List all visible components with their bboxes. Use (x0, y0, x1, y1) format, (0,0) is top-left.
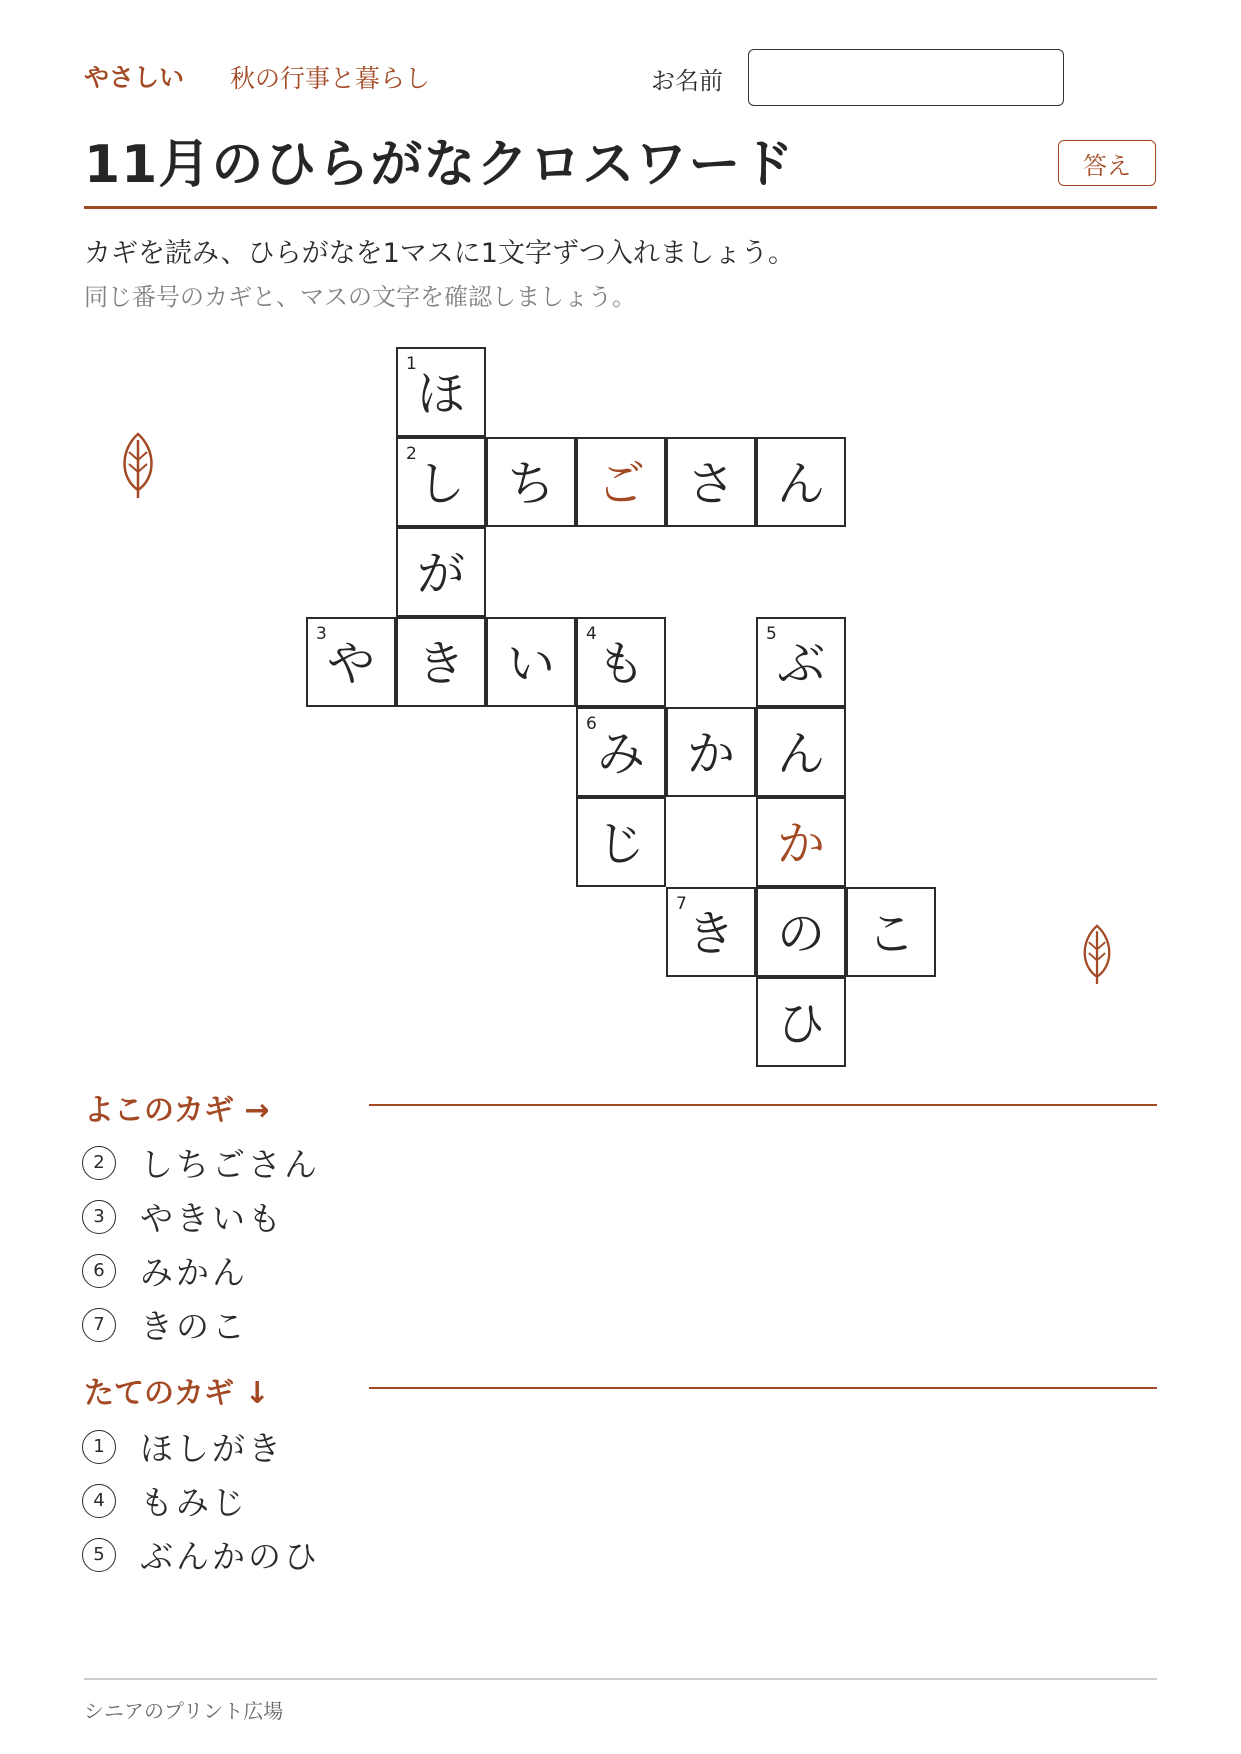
crossword-cell[interactable] (666, 887, 756, 977)
clue-item (82, 1301, 248, 1348)
cell-number: 2 (406, 444, 417, 464)
clue-number-badge: 3 (82, 1200, 116, 1234)
clue-text: みかん (140, 1253, 248, 1292)
crossword-cell[interactable] (396, 527, 486, 617)
cell-number: 5 (766, 624, 777, 644)
clue-number-badge: 6 (82, 1254, 116, 1288)
cell-number: 3 (316, 624, 327, 644)
clue-text: しちごさん (140, 1145, 320, 1184)
cell-letter: か (686, 726, 735, 782)
name-input-box[interactable] (748, 49, 1064, 106)
answer-button[interactable]: 答え (1058, 140, 1156, 186)
clue-text: やきいも (140, 1199, 284, 1238)
clue-number-badge: 2 (82, 1146, 116, 1180)
crossword-cell[interactable] (576, 707, 666, 797)
footer-text: シニアのプリント広場 (84, 1699, 284, 1723)
crossword-cell[interactable] (396, 347, 486, 437)
down-divider (369, 1387, 1157, 1389)
down-section-title: たてのカギ ↓ (84, 1376, 270, 1411)
across-divider (369, 1104, 1157, 1106)
crossword-cell[interactable] (666, 437, 756, 527)
crossword-cell[interactable] (756, 797, 846, 887)
clue-number-badge: 5 (82, 1538, 116, 1572)
across-section-title: よこのカギ → (84, 1093, 270, 1128)
leaf-icon (1077, 922, 1117, 986)
cell-letter: ひ (776, 996, 825, 1052)
cell-number: 4 (586, 624, 597, 644)
cell-letter: き (686, 906, 735, 962)
clue-item (82, 1531, 320, 1578)
clue-item (82, 1477, 248, 1524)
crossword-cell[interactable] (756, 977, 846, 1067)
clue-item (82, 1139, 320, 1186)
category-label: 秋の行事と暮らし (230, 64, 431, 93)
cell-letter: ほ (416, 366, 465, 422)
cell-number: 7 (676, 894, 687, 914)
cell-letter: こ (866, 906, 915, 962)
cell-letter: ん (776, 456, 825, 512)
clue-item (82, 1247, 248, 1294)
cell-letter: ん (776, 726, 825, 782)
crossword-cell[interactable] (576, 797, 666, 887)
crossword-cell[interactable] (756, 437, 846, 527)
clue-number-badge: 4 (82, 1484, 116, 1518)
clue-number-badge: 7 (82, 1308, 116, 1342)
clue-text: ぶんかのひ (140, 1537, 320, 1576)
cell-letter: さ (686, 456, 735, 512)
crossword-cell[interactable] (756, 887, 846, 977)
clue-text: ほしがき (140, 1429, 284, 1468)
cell-number: 1 (406, 354, 417, 374)
crossword-cell[interactable] (486, 617, 576, 707)
page-title: 11月のひらがなクロスワード (84, 135, 795, 195)
footer-divider (84, 1678, 1157, 1680)
leaf-icon (116, 430, 160, 500)
cell-letter: い (506, 636, 555, 692)
clue-text: きのこ (140, 1307, 248, 1346)
cell-letter: ち (506, 456, 555, 512)
cell-letter: が (416, 546, 465, 602)
crossword-cell[interactable] (576, 437, 666, 527)
cell-number: 6 (586, 714, 597, 734)
crossword-cell[interactable] (576, 617, 666, 707)
crossword-cell[interactable] (306, 617, 396, 707)
cell-letter: し (416, 456, 465, 512)
clue-number-badge: 1 (82, 1430, 116, 1464)
crossword-cell[interactable] (756, 707, 846, 797)
crossword-cell[interactable] (846, 887, 936, 977)
cell-letter: ぶ (776, 636, 825, 692)
crossword-cell[interactable] (486, 437, 576, 527)
instruction-secondary: 同じ番号のカギと、マスの文字を確認しましょう。 (84, 283, 636, 311)
clue-text: もみじ (140, 1483, 248, 1522)
name-label: お名前 (651, 67, 723, 95)
level-label: やさしい (84, 63, 185, 92)
instruction-primary: カギを読み、ひらがなを1マスに1文字ずつ入れましょう。 (84, 238, 795, 269)
crossword-cell[interactable] (396, 437, 486, 527)
cell-letter: も (596, 636, 645, 692)
crossword-cell[interactable] (666, 707, 756, 797)
cell-letter: や (326, 636, 375, 692)
cell-letter: の (776, 906, 825, 962)
clue-item (82, 1193, 284, 1240)
cell-letter: ご (596, 456, 645, 512)
cell-letter: じ (596, 816, 645, 872)
crossword-cell[interactable] (756, 617, 846, 707)
cell-letter: み (596, 726, 645, 782)
crossword-cell[interactable] (396, 617, 486, 707)
cell-letter: か (776, 816, 825, 872)
cell-letter: き (416, 636, 465, 692)
clue-item (82, 1423, 284, 1470)
title-divider (84, 206, 1157, 209)
